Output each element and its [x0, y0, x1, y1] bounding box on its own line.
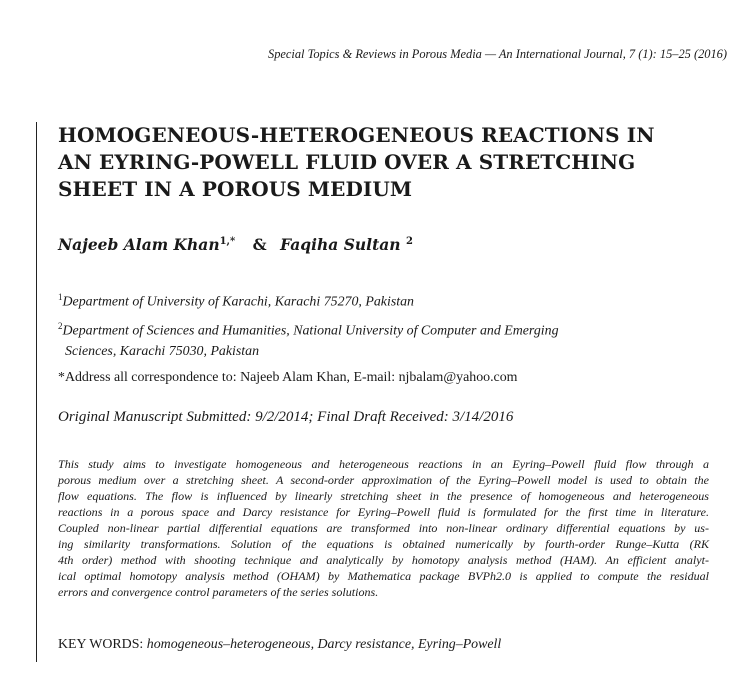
abstract-line: reactions in a porous space and Darcy resistance for Eyring–Powell fluid is formulated for the first time in literature.: [58, 505, 709, 519]
author-affiliation-mark: 2: [405, 235, 413, 247]
affiliation-text: Department of University of Karachi, Karachi 75270, Pakistan: [62, 294, 414, 310]
keywords: [58, 637, 501, 653]
author-list: [58, 235, 413, 254]
title-line: HOMOGENEOUS-HETEROGENEOUS REACTIONS IN: [58, 123, 655, 147]
author-separator: &: [252, 235, 267, 254]
author-name: Faqiha Sultan: [280, 235, 401, 254]
abstract-line: ing similarity transformations. Solution of the equations is obtained numerically by fourth-order Runge–Kutta (RK: [58, 537, 709, 551]
affiliation-text: Department of Sciences and Humanities, National University of Computer and Emerging: [62, 323, 559, 339]
affiliation-1: [58, 287, 414, 313]
abstract-line: porous medium over a stretching sheet. A second-order approximation of the Eyring–Powell model is used to obtain the: [58, 473, 709, 487]
abstract-line: errors and convergence control parameters of the series solutions.: [58, 585, 379, 599]
abstract: [58, 456, 709, 600]
correspondence-note: *Address all correspondence to: Najeeb Alam Khan, E-mail: njbalam@yahoo.com: [58, 370, 518, 385]
author-affiliation-mark: 1,*: [219, 235, 236, 247]
journal-header: Special Topics & Reviews in Porous Media — An International Journal, 7 (1): 15–25 (2016): [268, 47, 727, 61]
title-line: AN EYRING-POWELL FLUID OVER A STRETCHING: [58, 150, 636, 174]
keywords-label: KEY WORDS:: [58, 637, 144, 652]
paper-title: [58, 122, 655, 203]
abstract-line: ical optimal homotopy analysis method (OHAM) by Mathematica package BVPh2.0 is applied to compute the residual: [58, 569, 709, 583]
abstract-line: This study aims to investigate homogeneous and heterogeneous reactions in an Eyring–Powell fluid flow through a: [58, 457, 709, 471]
author-name: Najeeb Alam Khan: [58, 235, 220, 254]
affiliation-mark: 2: [58, 321, 63, 331]
title-line: SHEET IN A POROUS MEDIUM: [58, 177, 413, 201]
abstract-line: Coupled non-linear partial differential equations are transformed into non-linear ordinary differential equations by us-: [58, 521, 709, 535]
abstract-line: flow equations. The flow is influenced by linearly stretching sheet in the presence of homogeneous and heterogeneous: [58, 489, 709, 503]
left-margin-rule: [36, 122, 37, 662]
abstract-line: 4th order) method with shooting technique and analytically by homotopy analysis method (HAM). An efficient analyt-: [58, 553, 709, 567]
affiliation-2: [58, 316, 559, 362]
keywords-text: homogeneous–heterogeneous, Darcy resistance, Eyring–Powell: [146, 637, 502, 652]
affiliation-text: Sciences, Karachi 75030, Pakistan: [65, 343, 260, 359]
affiliation-mark: 1: [58, 292, 63, 302]
manuscript-dates: Original Manuscript Submitted: 9/2/2014; Final Draft Received: 3/14/2016: [58, 409, 514, 425]
